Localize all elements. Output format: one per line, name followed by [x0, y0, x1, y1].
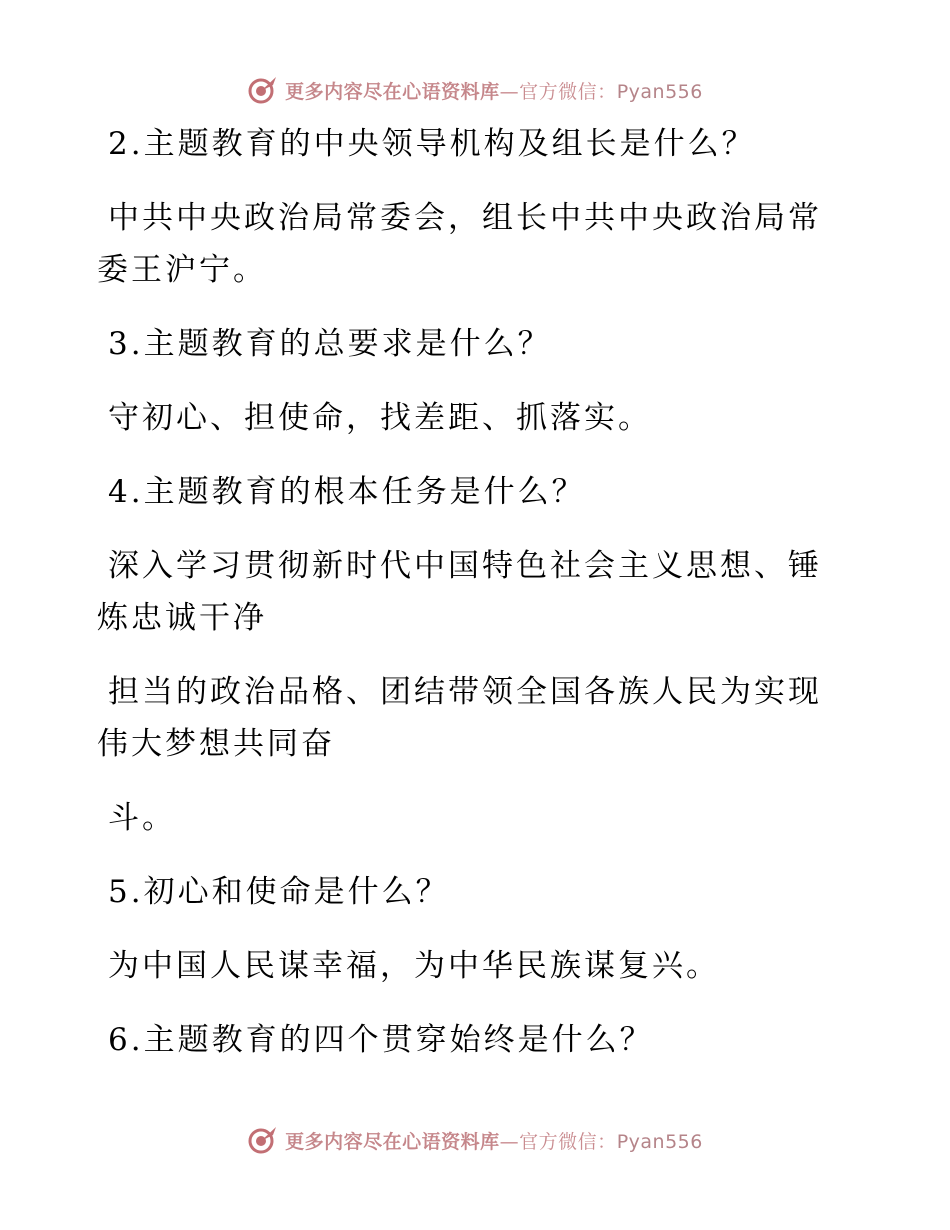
footer-watermark: [0, 1120, 950, 1160]
watermark-suffix: 官方微信：: [519, 80, 617, 103]
answer-3: 守初心、担使命，找差距、抓落实。: [108, 400, 652, 436]
document-body: [0, 118, 950, 1066]
answer-4-line-4: 伟大梦想共同奋: [97, 726, 335, 762]
answer-4-line-1: 深入学习贯彻新时代中国特色社会主义思想、锤: [108, 548, 822, 584]
answer-2-line-1: 中共中央政治局常委会，组长中共中央政治局常: [108, 200, 822, 236]
watermark-separator: —: [499, 80, 520, 103]
answer-4-line-2: 炼忠诚干净: [97, 600, 267, 636]
header-watermark: [0, 70, 950, 110]
watermark-id: Pyan556: [616, 1130, 703, 1153]
watermark-main: 更多内容尽在心语资料库: [285, 80, 500, 103]
watermark-separator: —: [499, 1130, 520, 1153]
quill-seal-icon: [247, 1124, 279, 1156]
question-3: 3.主题教育的总要求是什么？: [108, 326, 552, 362]
watermark-suffix: 官方微信：: [519, 1130, 617, 1153]
question-4: 4.主题教育的根本任务是什么？: [108, 474, 586, 510]
watermark-id: Pyan556: [616, 80, 703, 103]
answer-5: 为中国人民谋幸福，为中华民族谋复兴。: [108, 948, 720, 984]
quill-seal-icon: [247, 74, 279, 106]
question-2: 2.主题教育的中央领导机构及组长是什么？: [108, 126, 756, 162]
answer-4-line-5: 斗。: [108, 800, 176, 836]
answer-4-line-3: 担当的政治品格、团结带领全国各族人民为实现: [108, 674, 822, 710]
answer-2-line-2: 委王沪宁。: [97, 252, 267, 288]
question-6: 6.主题教育的四个贯穿始终是什么？: [108, 1022, 654, 1058]
watermark-text: [285, 1127, 703, 1154]
question-5: 5.初心和使命是什么？: [108, 874, 450, 910]
watermark-text: [285, 77, 703, 104]
watermark-main: 更多内容尽在心语资料库: [285, 1130, 500, 1153]
